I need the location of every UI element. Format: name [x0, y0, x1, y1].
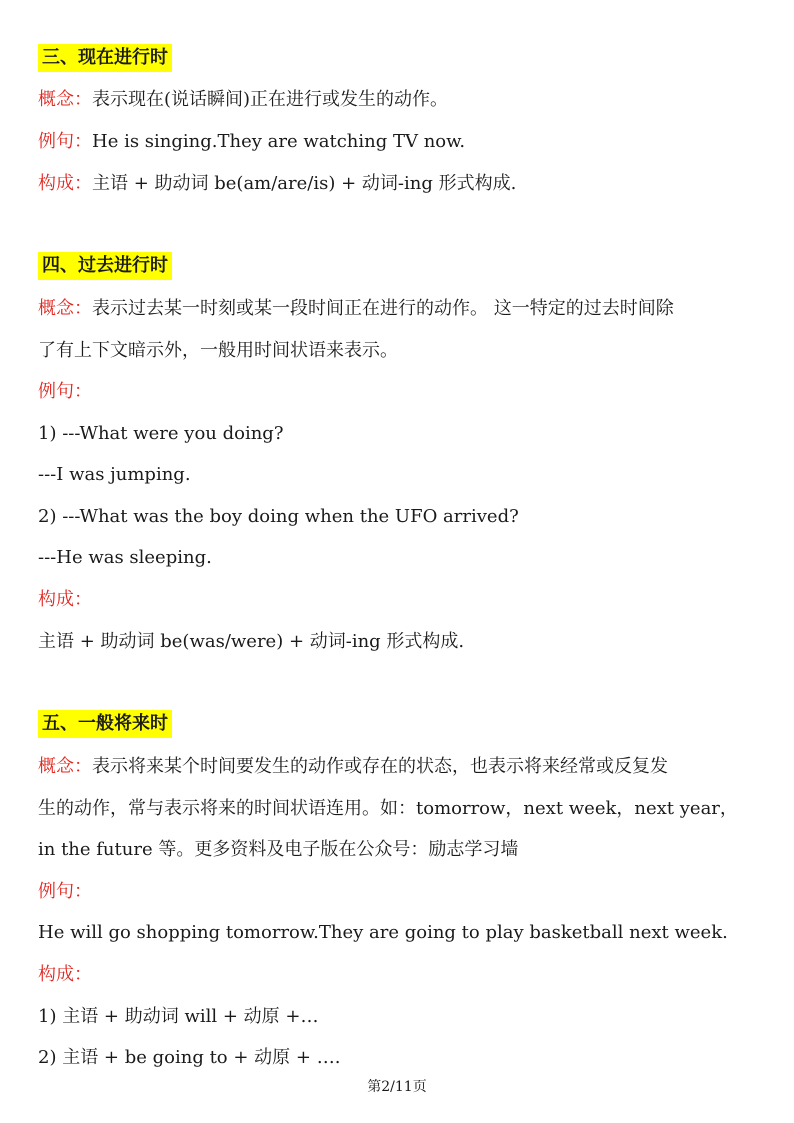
example-text: ---He was sleeping.	[38, 547, 212, 568]
page-number: 第2/11页	[367, 1079, 427, 1095]
example-line	[38, 878, 756, 906]
form-item	[38, 1044, 756, 1072]
concept-label: 概念：	[38, 298, 92, 319]
section-heading-label: 三、现在进行时	[38, 44, 172, 72]
concept-line	[38, 753, 756, 781]
concept-line	[38, 295, 756, 323]
concept-text: 生的动作，常与表示将来的时间状语连用。如：tomorrow，next week，next year，	[38, 798, 738, 819]
example-line	[38, 128, 756, 156]
section-heading-label: 五、一般将来时	[38, 710, 172, 738]
section-heading-past-continuous	[38, 252, 756, 280]
example-item	[38, 503, 756, 531]
form-item	[38, 1003, 756, 1031]
example-label: 例句：	[38, 881, 92, 902]
form-text: 1) 主语 + 助动词 will + 动原 +…	[38, 1006, 319, 1027]
form-item	[38, 628, 756, 656]
example-text: He will go shopping tomorrow.They are going to play basketball next week.	[38, 922, 728, 943]
section-heading-present-continuous	[38, 44, 756, 72]
example-text: 2) ---What was the boy doing when the UFO arrived?	[38, 506, 519, 527]
form-label: 构成：	[38, 173, 92, 194]
example-item	[38, 461, 756, 489]
form-line	[38, 170, 756, 198]
example-label: 例句：	[38, 381, 92, 402]
form-text: 主语 + 助动词 be(am/are/is) + 动词-ing 形式构成.	[92, 173, 517, 194]
concept-text: 了有上下文暗示外，一般用时间状语来表示。	[38, 340, 398, 361]
example-item	[38, 544, 756, 572]
form-label: 构成：	[38, 964, 92, 985]
section-heading-simple-future	[38, 710, 756, 738]
form-text: 主语 + 助动词 be(was/were) + 动词-ing 形式构成.	[38, 631, 465, 652]
concept-text: 表示过去某一时刻或某一段时间正在进行的动作。 这一特定的过去时间除	[92, 298, 674, 319]
example-item	[38, 919, 756, 947]
form-text: 2) 主语 + be going to + 动原 + ….	[38, 1047, 341, 1068]
section-heading-label: 四、过去进行时	[38, 252, 172, 280]
concept-line-continued	[38, 795, 756, 823]
concept-text: in the future 等。更多资料及电子版在公众号：励志学习墙	[38, 839, 519, 860]
form-line	[38, 586, 756, 614]
concept-label: 概念：	[38, 89, 92, 110]
concept-label: 概念：	[38, 756, 92, 777]
concept-text: 表示将来某个时间要发生的动作或存在的状态，也表示将来经常或反复发	[92, 756, 668, 777]
concept-text: 表示现在(说话瞬间)正在进行或发生的动作。	[92, 89, 449, 110]
example-text: ---I was jumping.	[38, 464, 191, 485]
example-item	[38, 420, 756, 448]
concept-line	[38, 86, 756, 114]
example-text: He is singing.They are watching TV now.	[92, 131, 466, 152]
form-label: 构成：	[38, 589, 92, 610]
example-text: 1) ---What were you doing?	[38, 423, 284, 444]
concept-line-continued	[38, 836, 756, 864]
example-label: 例句：	[38, 131, 92, 152]
concept-line-continued	[38, 337, 756, 365]
example-line	[38, 378, 756, 406]
form-line	[38, 961, 756, 989]
